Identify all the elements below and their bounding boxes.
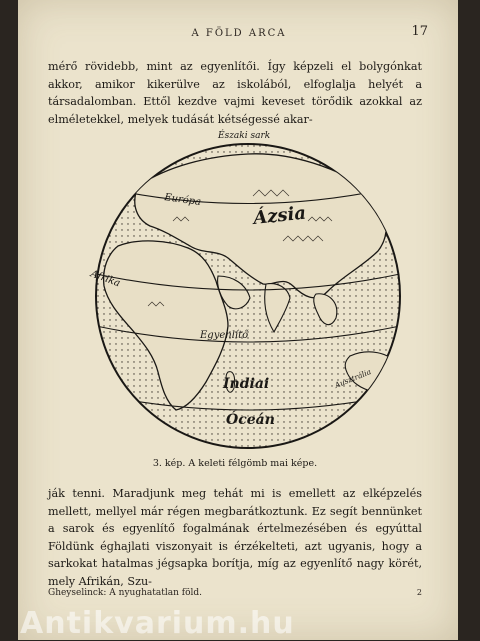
label-asia: Ázsia	[252, 202, 308, 229]
figure-caption: 3. kép. A keleti félgömb mai képe.	[152, 458, 318, 469]
label-equator: Egyenlítő	[200, 330, 249, 341]
label-ocean: Óceán	[226, 412, 275, 428]
signature-mark: 2	[416, 588, 422, 597]
globe-illustration	[78, 126, 418, 452]
paragraph-top: mérő rövidebb, mint az egyenlítői. Így képzeli el bolygónkat akkor, amikor kikerülve az iskolából, elfoglalja helyét a társadalomban. Ettől kezdve vajmi keveset törődik azokkal az elméletekkel, melyek tudását kétségessé akar-	[48, 60, 422, 126]
footnote-source: Gheyselinck: A nyughatatlan föld.	[48, 588, 202, 598]
paragraph-bottom: ják tenni. Maradjunk meg tehát mi is emellett az elképzelés mellett, mellyel már régen megbarátkoztunk. Ez segít bennünket a sarok és egyenlítő fogalmának értelmezésében és egyúttal Földünk éghajlati viszonyait is érzékelteti, azt ugyanis, hogy a sarkokat hatalmas jégsapka borítja, míg az egyenlítő nagy körét, mely Afrikán, Szu-	[48, 487, 422, 588]
label-australia: Ausztrália	[333, 367, 373, 390]
globe-figure	[78, 126, 418, 452]
watermark: Antikvarium.hu	[20, 606, 295, 641]
label-indian: Indiai	[223, 376, 270, 392]
label-europe: Európa	[163, 192, 202, 209]
book-page	[18, 0, 458, 640]
label-africa: Afrika	[88, 268, 122, 290]
running-title: A FÖLD ARCA	[191, 28, 287, 39]
page-number: 17	[411, 24, 428, 39]
page-header	[50, 24, 428, 48]
page-footer	[48, 588, 422, 602]
label-north-pole: Északi sark	[218, 131, 271, 141]
